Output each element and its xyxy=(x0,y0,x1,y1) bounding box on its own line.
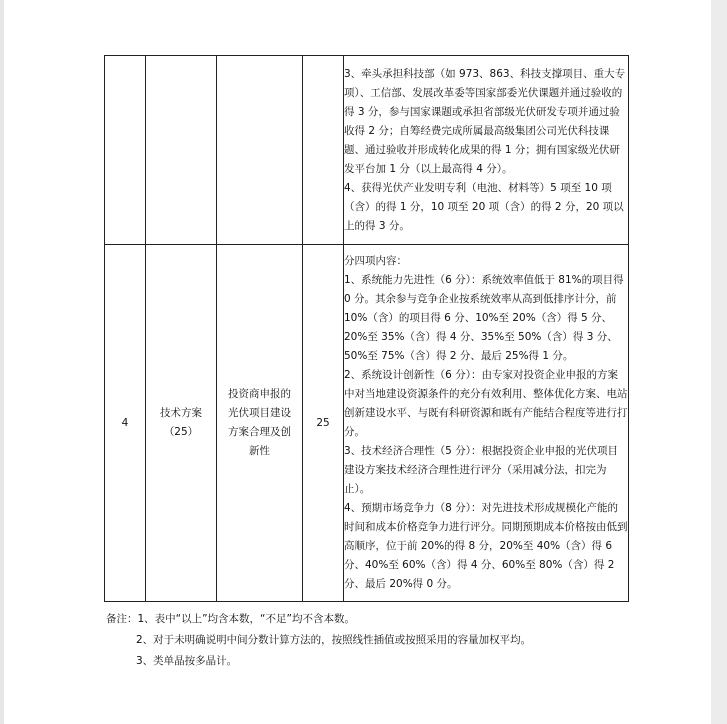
note-line: 备注：1、表中“以上”均含本数，“不足”均不含本数。 xyxy=(106,613,355,625)
item-name-text: 技术方案（25） xyxy=(160,407,202,438)
page-left-edge xyxy=(0,0,4,724)
description-paragraph: 4、获得光伏产业发明专利（电池、材料等）5 项至 10 项（含）的得 1 分，10 项至 20 项（含）的得 2 分，20 项以上的得 3 分。 xyxy=(344,181,624,232)
description-paragraph: 4、预期市场竞争力（8 分）：对先进技术形成规模化产能的时间和成本价格竞争力进行评分。同期预期成本价格按由低到高顺序，位于前 20%的得 8 分，20%至 40%（含）得 6 分、40%至 60%（含）得 4 分、60%至 80%（含）得 2 分、最后 20%得 0 分。 xyxy=(344,502,628,590)
item-name-cell xyxy=(146,245,217,602)
notes-section xyxy=(106,609,531,672)
row-number-cell: 4 xyxy=(105,245,146,602)
item-name-cell xyxy=(146,56,217,245)
table-row xyxy=(105,245,629,602)
description-paragraph: 分四项内容： xyxy=(344,255,407,267)
table-row xyxy=(105,56,629,245)
criterion-text: 投资商申报的光伏项目建设方案合理及创新性 xyxy=(228,388,291,457)
criterion-cell xyxy=(217,56,303,245)
note-line: 2、对于未明确说明中间分数计算方法的，按照线性插值或按照采用的容量加权平均。 xyxy=(136,634,532,646)
description-paragraph: 3、牵头承担科技部（如 973、863、科技支撑项目、重大专项）、工信部、发展改革委等国家部委光伏课题并通过验收的得 3 分，参与国家课题或承担省部级光伏研发专项并通过验收得 2 分；自筹经费完成所属最高级集团公司光伏科技课题、通过验收并形成转化成果的得 1 分；拥有国家级光伏研发平台加 1 分（以上最高得 4 分）。 xyxy=(344,67,626,175)
criterion-cell xyxy=(217,245,303,602)
page-right-edge xyxy=(711,0,727,724)
description-paragraph: 1、系统能力先进性（6 分）：系统效率值低于 81%的项目得 0 分。其余参与竞争企业按系统效率从高到低排序计分，前 10%（含）的项目得 6 分、10%至 20%（含）得 5 分、20%至 35%（含）得 4 分、35%至 50%（含）得 3 分、50%至 75%（含）得 2 分、最后 25%得 1 分。 xyxy=(344,274,624,362)
description-cell xyxy=(344,245,629,602)
description-paragraph: 3、技术经济合理性（5 分）：根据投资企业申报的光伏项目建设方案技术经济合理性进行评分（采用减分法，扣完为止）。 xyxy=(344,445,618,495)
note-line: 3、类单晶按多晶计。 xyxy=(136,655,238,667)
score-cell: 25 xyxy=(303,245,344,602)
description-paragraph: 2、系统设计创新性（6 分）：由专家对投资企业申报的方案中对当地建设资源条件的充分有效利用、整体优化方案、电站创新建设水平、与既有科研资源和既有产能结合程度等进行打分。 xyxy=(344,369,628,438)
description-cell xyxy=(344,56,629,245)
score-cell xyxy=(303,56,344,245)
scoring-table xyxy=(104,55,629,602)
row-number-cell xyxy=(105,56,146,245)
